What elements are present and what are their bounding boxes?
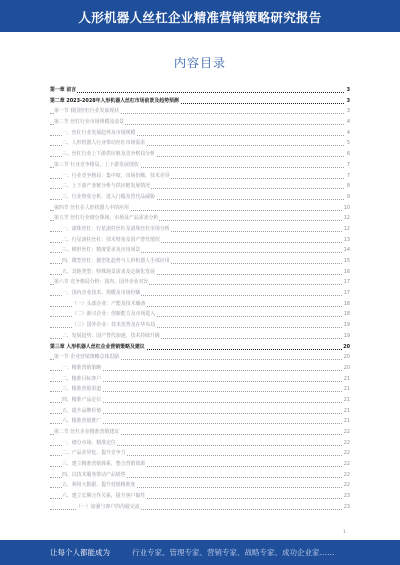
toc-page-number: 21 bbox=[343, 418, 350, 425]
toc-entry[interactable] bbox=[50, 245, 350, 256]
toc-page-number: 20 bbox=[343, 343, 350, 350]
footer-slogan-left: 让每个人都能成为 bbox=[50, 548, 110, 557]
toc-entry[interactable] bbox=[50, 288, 350, 299]
toc-page-number: 23 bbox=[343, 493, 350, 500]
toc-entry-text: 二、发展趋势：国产替代加速，技术持续升级 bbox=[62, 332, 160, 339]
toc-entry-text: 五、利用大数据，提升营销精准度 bbox=[62, 482, 136, 489]
toc-entry-text: 二、人形机器人行业带动丝杠市场需求 bbox=[62, 140, 146, 147]
toc-page-number: 5 bbox=[346, 140, 350, 147]
toc-entry-text: 第五节 丝杠行业细分领域，市场及产品需求分析 bbox=[54, 215, 159, 222]
toc-page-number: 15 bbox=[343, 258, 350, 264]
toc-entry[interactable] bbox=[50, 352, 350, 363]
toc-entry[interactable] bbox=[50, 235, 350, 246]
toc-entry-text: （二）新兴企业：创新能力及市场进入 bbox=[72, 311, 156, 318]
toc-entry[interactable] bbox=[50, 480, 350, 491]
toc-page-number: 20 bbox=[343, 364, 350, 371]
toc-entry[interactable] bbox=[50, 149, 350, 160]
toc-entry-text: 三、精准营销渠道 bbox=[62, 386, 102, 393]
toc-entry-text: 二、上下游产业链分析与供应链发展情况 bbox=[62, 183, 151, 190]
toc-entry-text: 三、建立精准营销体系，整合营销资源 bbox=[62, 461, 146, 468]
toc-page-number: 22 bbox=[343, 439, 350, 446]
toc-entry-text: 一、细分市场，精准定位 bbox=[62, 439, 116, 446]
toc-page-number: 6 bbox=[346, 151, 350, 158]
toc-entry[interactable] bbox=[50, 299, 350, 310]
toc-page-number: 8 bbox=[346, 183, 350, 190]
toc-entry[interactable] bbox=[50, 331, 350, 342]
toc-entry-text: 第六节 竞争格局分析：国内、国外企业对比 bbox=[54, 279, 149, 286]
toc-page-number: 14 bbox=[343, 247, 350, 254]
report-header-bar bbox=[0, 0, 400, 32]
toc-page-number: 7 bbox=[346, 172, 350, 179]
toc-page-number: 21 bbox=[343, 396, 350, 403]
toc-entry-text: 五、提升品牌价值 bbox=[62, 407, 102, 414]
toc-page-number: 19 bbox=[343, 332, 350, 339]
toc-page-number: 13 bbox=[343, 236, 350, 243]
toc-entry-text: 三、行业壁垒分析，进入门槛及替代品威胁 bbox=[62, 193, 155, 200]
toc-entry[interactable] bbox=[50, 309, 350, 320]
toc-entry[interactable] bbox=[50, 374, 350, 385]
toc-entry[interactable] bbox=[50, 106, 350, 117]
toc-entry-text: 第二节 丝杠企业精准营销建议 bbox=[54, 429, 120, 435]
toc-page-number: 4 bbox=[346, 129, 350, 136]
toc-entry-text: 一、丝杠行业发展趋势及市场规模 bbox=[62, 129, 136, 136]
toc-page-number: 17 bbox=[343, 290, 350, 297]
toc-entry-text: 一、行业竞争格局：集中度，市场份额，技术差异 bbox=[62, 172, 170, 179]
toc-entry-text: （三）国外企业：技术优势及在华布局 bbox=[72, 322, 156, 329]
toc-page-number: 22 bbox=[343, 471, 350, 478]
toc-entry-text: 第三章 人形机器人丝杠企业营销策略及建议 bbox=[50, 343, 145, 350]
toc-entry[interactable] bbox=[50, 117, 350, 128]
toc-page-number: 12 bbox=[343, 225, 350, 232]
toc-page-number: 21 bbox=[343, 407, 350, 414]
toc-chapter-entry[interactable] bbox=[50, 96, 350, 107]
toc-entry-text: 五、其他类型：特殊场景需求及定制化发展 bbox=[62, 268, 155, 275]
table-of-contents bbox=[50, 85, 350, 513]
toc-entry[interactable] bbox=[50, 502, 350, 513]
toc-entry[interactable] bbox=[50, 384, 350, 395]
toc-entry[interactable] bbox=[50, 181, 350, 192]
toc-leader-dots bbox=[50, 92, 344, 93]
toc-entry[interactable] bbox=[50, 213, 350, 224]
page-number: 1 bbox=[343, 530, 346, 535]
footer-slogan-right: 行业专家、管理专家、营销专家、战略专家、成功企业家…… bbox=[132, 548, 335, 557]
toc-entry-text: 第一节 企业营销策略总体思路 bbox=[54, 354, 120, 361]
toc-entry-text: 第三节 行业竞争格局，上下游发展现状 bbox=[54, 161, 139, 168]
report-title: 人形机器人丝杠企业精准营销策略研究报告 bbox=[78, 10, 322, 25]
toc-entry-text: 二、行星滚柱丝杠：技术壁垒及国产替代情况 bbox=[62, 236, 160, 243]
toc-page-number: 9 bbox=[346, 193, 350, 200]
toc-page-number: 22 bbox=[343, 450, 350, 457]
toc-entry-text: 第四节 丝杠在人形机器人中的应用 bbox=[54, 204, 129, 211]
toc-page-number: 12 bbox=[343, 215, 350, 222]
toc-entry-text: 六、建立长期合作关系，提升客户黏性 bbox=[62, 493, 146, 500]
toc-heading: 内容目录 bbox=[173, 56, 226, 70]
toc-page-number: 18 bbox=[343, 300, 350, 307]
toc-entry[interactable] bbox=[50, 363, 350, 374]
toc-page-number: 19 bbox=[343, 322, 350, 329]
toc-page-number: 16 bbox=[343, 268, 350, 275]
toc-entry[interactable] bbox=[50, 277, 350, 288]
toc-entry-text: 第二章 2023-2028年人形机器人丝杠市场前景及趋势预测 bbox=[50, 97, 179, 104]
toc-page-number: 4 bbox=[346, 119, 350, 126]
toc-page-number: 21 bbox=[343, 375, 350, 382]
toc-entry-text: 第一章 前言 bbox=[50, 87, 77, 93]
toc-entry-text: 一、滚珠丝杠：行星滚柱丝杠及滚珠丝杠市场分析 bbox=[62, 225, 170, 232]
footer-bar bbox=[0, 540, 400, 565]
toc-page-number: 3 bbox=[346, 108, 350, 115]
toc-entry-text: 四、精准产品定位 bbox=[62, 396, 102, 403]
toc-page-number: 20 bbox=[343, 354, 350, 361]
toc-page-number: 3 bbox=[346, 87, 350, 93]
toc-entry[interactable] bbox=[50, 416, 350, 427]
toc-page-number: 22 bbox=[343, 429, 350, 435]
toc-entry-text: 三、梯形丝杠：精度要求及应用场景 bbox=[62, 247, 141, 254]
toc-entry-text: 四、微型丝杠：微型化趋势与人形机器人手部应用 bbox=[62, 258, 170, 264]
toc-entry[interactable] bbox=[50, 138, 350, 149]
toc-chapter-entry[interactable] bbox=[50, 85, 350, 96]
toc-entry[interactable] bbox=[50, 171, 350, 182]
toc-entry[interactable] bbox=[50, 448, 350, 459]
toc-entry[interactable] bbox=[50, 160, 350, 171]
toc-page-number: 7 bbox=[346, 161, 350, 168]
toc-entry-text: （一）加强与客户的沟通交流 bbox=[76, 503, 140, 510]
toc-entry[interactable] bbox=[50, 128, 350, 139]
toc-entry[interactable] bbox=[50, 320, 350, 331]
toc-entry-text: 三、丝杠行业上下游供应链及竞争格局分析 bbox=[62, 151, 155, 158]
toc-page-number: 21 bbox=[343, 386, 350, 393]
toc-entry-text: 二、精准目标客户 bbox=[62, 375, 102, 382]
toc-entry[interactable] bbox=[50, 438, 350, 449]
toc-entry-text: 二、产品差异化，提升竞争力 bbox=[62, 450, 126, 457]
toc-entry-text: 六、精准营销推广 bbox=[62, 418, 102, 425]
toc-entry-text: 第一节 我国丝杠行业发展现状 bbox=[54, 108, 120, 115]
toc-chapter-entry[interactable] bbox=[50, 342, 350, 353]
toc-entry[interactable] bbox=[50, 470, 350, 481]
toc-entry[interactable] bbox=[50, 491, 350, 502]
toc-entry-text: 第二节 丝杠行业市场规模及前景 bbox=[54, 119, 125, 126]
toc-entry[interactable] bbox=[50, 256, 350, 267]
toc-page-number: 22 bbox=[343, 461, 350, 468]
toc-page-number: 18 bbox=[343, 311, 350, 318]
toc-page-number: 23 bbox=[343, 503, 350, 510]
toc-entry[interactable] bbox=[50, 395, 350, 406]
toc-entry[interactable] bbox=[50, 406, 350, 417]
toc-entry[interactable] bbox=[50, 203, 350, 214]
toc-page-number: 3 bbox=[346, 97, 350, 104]
toc-entry-text: 一、国内企业技术、规模及市场份额 bbox=[62, 290, 141, 297]
toc-entry[interactable] bbox=[50, 459, 350, 470]
toc-page-number: 17 bbox=[343, 279, 350, 286]
toc-entry[interactable] bbox=[50, 267, 350, 278]
toc-entry-text: 一、精准营销策略 bbox=[62, 364, 102, 371]
toc-entry[interactable] bbox=[50, 427, 350, 438]
toc-entry[interactable] bbox=[50, 192, 350, 203]
toc-page-number: 22 bbox=[343, 482, 350, 489]
toc-entry[interactable] bbox=[50, 224, 350, 235]
toc-page-number: 10 bbox=[343, 204, 350, 211]
toc-entry-text: （一）头部企业：产能及技术储备 bbox=[72, 300, 146, 307]
toc-entry-text: 四、以技术服务带动产品销售 bbox=[62, 471, 126, 478]
